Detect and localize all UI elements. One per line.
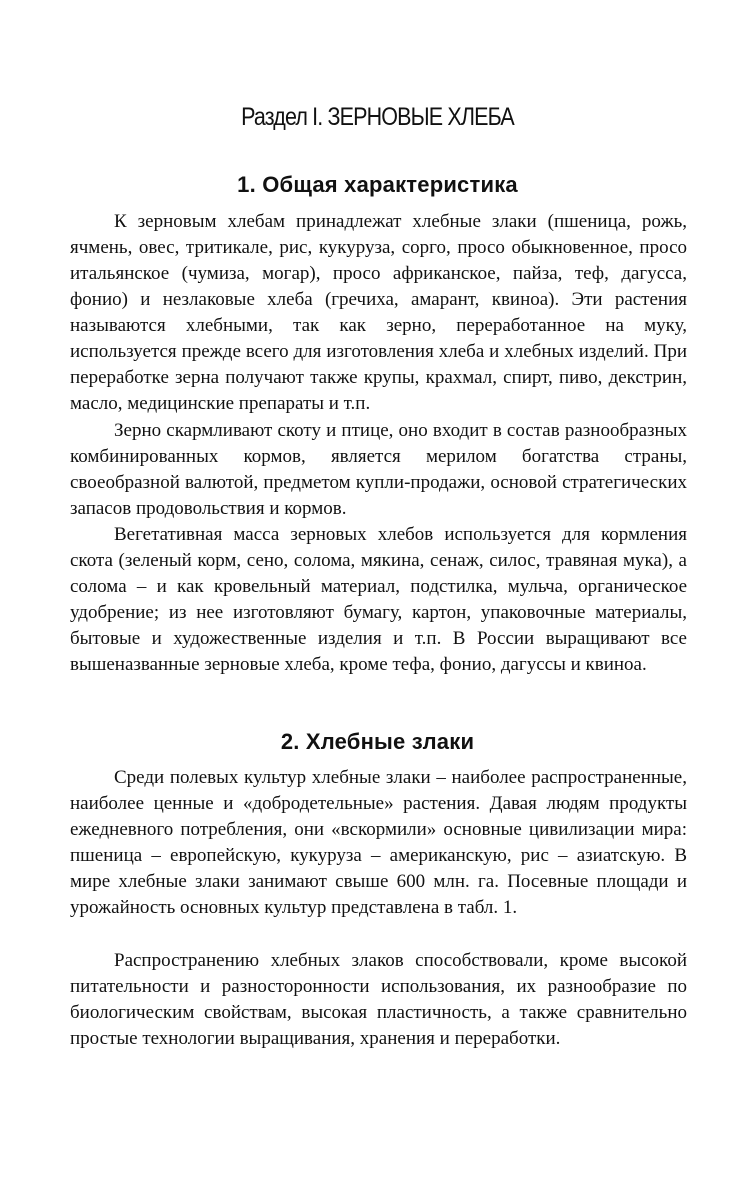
paragraph: Распространению хлебных злаков способствовали, кроме высокой питательности и разносторонности использования, их разнообразие по биологическим свойствам, высокая пластичность, а также сравнительно простые технологии выращивания, хранения и переработки. (70, 950, 687, 1049)
paragraph: Вегетативная масса зерновых хлебов используется для кормления скота (зеленый корм, сено, солома, мякина, сенаж, силос, травяная мука), а солома – и как кровельный материал, подстилка, мульча, органическое удобрение; из нее изготовляют бумагу, картон, упаковочные материалы, бытовые и художественные изделия и т.п. В России выращивают все вышеназванные зерновые хлеба, кроме тефа, фонио, дагуссы и квиноа. (70, 524, 687, 675)
paragraph: Среди полевых культур хлебные злаки – наиболее распространенные, наиболее ценные и «добродетельные» растения. Давая людям продукты ежедневного потребления, они «вскормили» основные цивилизации мира: пшеница – европейскую, кукуруза – американскую, рис – азиатскую. В мире хлебные злаки занимают свыше 600 млн. га. Посевные площади и урожайность основных культур представлена в табл. 1. (70, 767, 687, 918)
paragraph: К зерновым хлебам принадлежат хлебные злаки (пшеница, рожь, ячмень, овес, тритикале, рис, кукуруза, сорго, просо обыкновенное, просо итальянское (чумиза, могар), просо африканское, пайза, теф, дагусса, фонио) и незлаковые хлеба (гречиха, амарант, квиноа). Эти растения называются хлебными, так как зерно, переработанное на муку, используется прежде всего для изготовления хлеба и хлебных изделий. При переработке зерна получают также крупы, крахмал, спирт, пиво, декстрин, масло, медицинские препараты и т.п. (70, 211, 687, 414)
chapter-title-cereal-grains: 2. Хлебные злаки (280, 729, 475, 754)
paragraph: Зерно скармливают скоту и птице, оно входит в состав разнообразных комбинированных кормов, является мерилом богатства страны, своеобразной валютой, предметом купли-продажи, основой стратегических запасов продовольствия и кормов. (70, 420, 687, 519)
section-title: Раздел I. ЗЕРНОВЫЕ ХЛЕБА (241, 103, 514, 131)
chapter-title-general-characteristics: 1. Общая характеристика (237, 172, 518, 197)
